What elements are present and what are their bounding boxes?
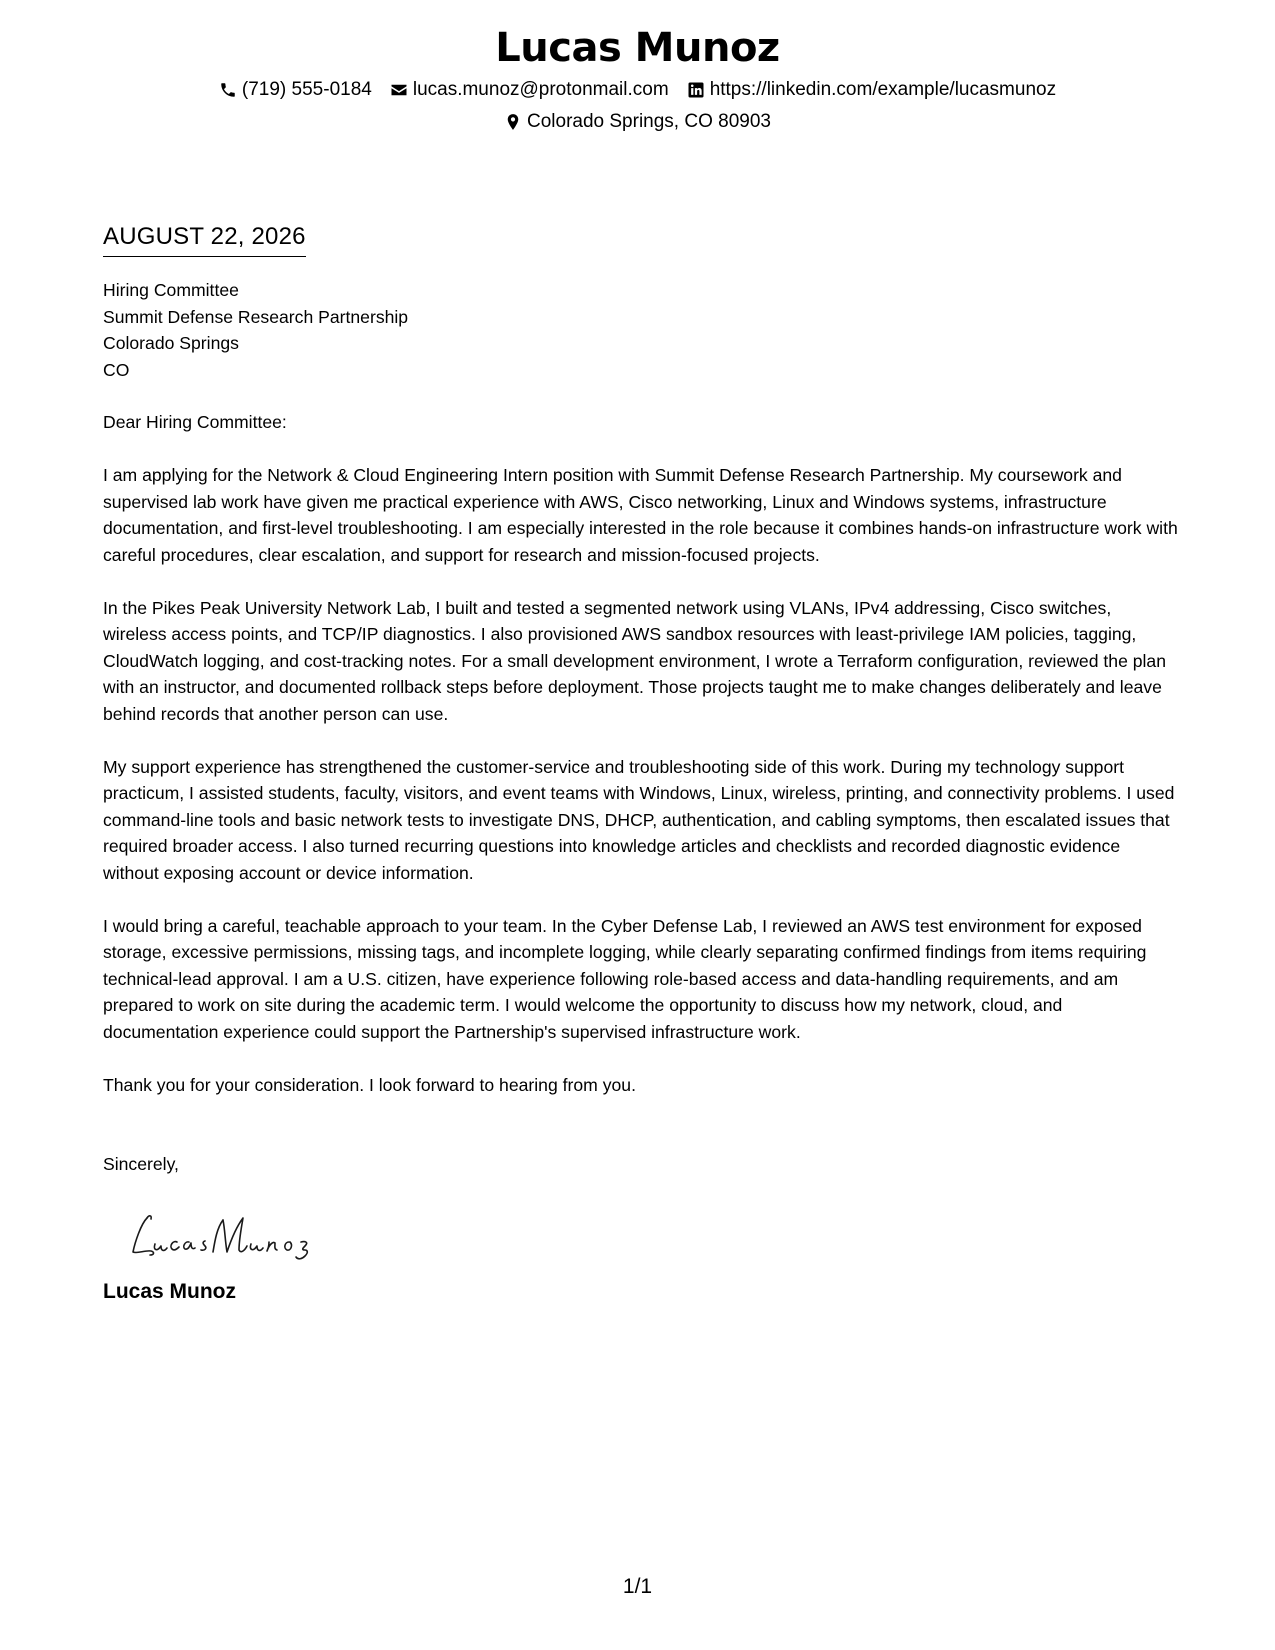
recipient-address [103, 277, 1178, 383]
body-paragraph: My support experience has strengthened the customer-service and troubleshooting side of this work. During my technology support practicum, I assisted students, faculty, visitors, and event teams with Windows, Linux, wireless, printing, and connectivity problems. I used command-line tools and basic network tests to investigate DNS, DHCP, authentication, and cabling symptoms, then escalated issues that required broader access. I also turned recurring questions into knowledge articles and checklists and recorded diagnostic evidence without exposing account or device information. [103, 756, 1175, 883]
phone-icon [219, 81, 237, 99]
linkedin-icon [687, 81, 705, 99]
email-address[interactable]: lucas.munoz@protonmail.com [412, 79, 669, 100]
contact-row-location [0, 106, 1275, 138]
map-pin-icon [504, 113, 522, 131]
date-block [103, 222, 306, 257]
letter-header [0, 22, 1275, 138]
body-paragraph: I would bring a careful, teachable approach to your team. In the Cyber Defense Lab, I reviewed an AWS test environment for exposed storage, excessive permissions, missing tags, and incomplete logging, while clearly separating confirmed findings from items requiring technical-lead approval. I am a U.S. citizen, have experience following role-based access and data-handling requirements, and am prepared to work on site during the academic term. I would welcome the opportunity to discuss how my network, cloud, and documentation experience could support the Partnership's supervised infrastructure work. [103, 915, 1147, 1042]
location-text: Colorado Springs, CO 80903 [527, 111, 771, 132]
linkedin-contact [687, 74, 1056, 106]
signature-image [125, 1204, 1178, 1274]
recipient-line: CO [103, 359, 130, 380]
page-number: 1/1 [622, 1575, 653, 1598]
letter-body [103, 222, 1178, 1306]
recipient-line: Colorado Springs [103, 333, 239, 353]
body-paragraph: In the Pikes Peak University Network Lab, I built and tested a segmented network using VLANs, IPv4 addressing, Cisco switches, wireless access points, and TCP/IP diagnostics. I also provisioned AWS sandbox resources with least-privilege IAM policies, tagging, CloudWatch logging, and cost-tracking notes. For a small development environment, I wrote a Terraform configuration, reviewed the plan with an instructor, and documented rollback steps before deployment. Those projects taught me to make changes deliberately and leave behind records that another person can use. [103, 597, 1167, 724]
envelope-icon [390, 81, 408, 99]
phone-number: (719) 555-0184 [241, 79, 372, 100]
salutation: Dear Hiring Committee: [103, 412, 287, 432]
linkedin-url[interactable]: https://linkedin.com/example/lucasmunoz [709, 79, 1057, 100]
recipient-line: Summit Defense Research Partnership [103, 306, 409, 327]
contact-row-primary [0, 74, 1275, 106]
body-paragraph: I am applying for the Network & Cloud Engineering Intern position with Summit Defense Research Partnership. My coursework and supervised lab work have given me practical experience with AWS, Cisco networking, Linux and Windows systems, infrastructure documentation, and first-level troubleshooting. I am especially interested in the role because it combines hands-on infrastructure work with careful procedures, clear escalation, and support for research and mission-focused projects. [103, 465, 1178, 565]
letter-date: AUGUST 22, 2026 [103, 223, 306, 250]
body-paragraph: Thank you for your consideration. I look forward to hearing from you. [103, 1074, 636, 1095]
signed-name: Lucas Munoz [103, 1279, 237, 1303]
location-contact [504, 106, 771, 138]
closing: Sincerely, [103, 1154, 179, 1174]
email-contact [390, 74, 669, 106]
applicant-name: Lucas Munoz [495, 25, 780, 71]
recipient-line: Hiring Committee [103, 280, 239, 300]
phone-contact [219, 74, 372, 106]
